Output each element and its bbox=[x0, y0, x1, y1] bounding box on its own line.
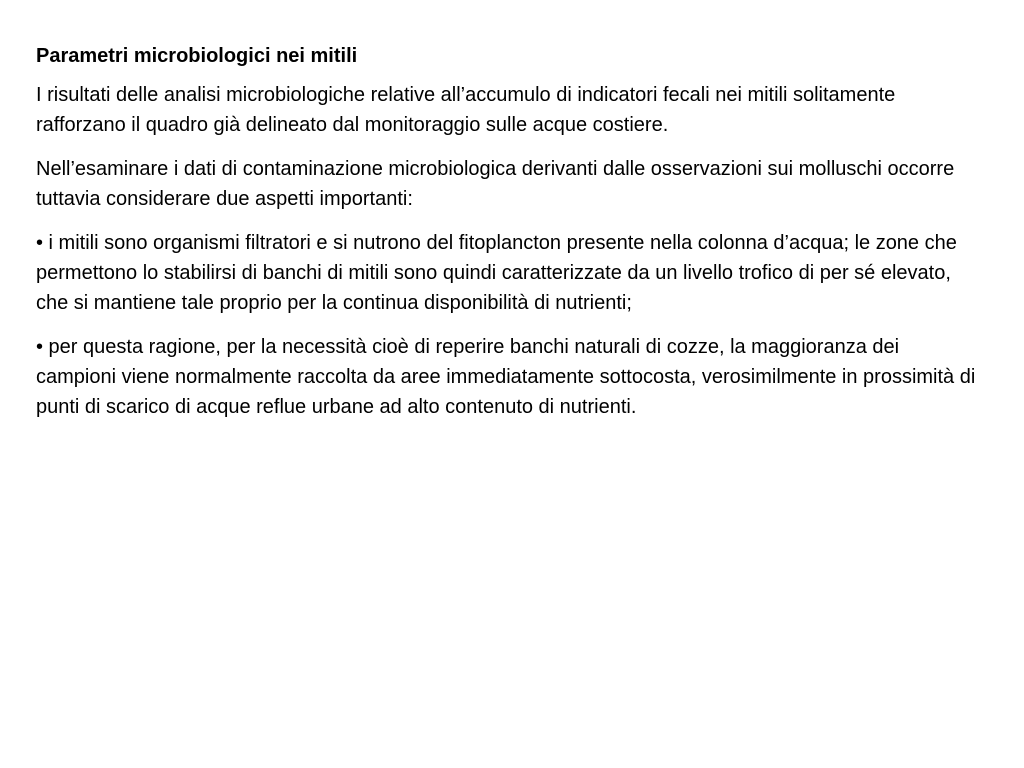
slide-title: Parametri microbiologici nei mitili bbox=[36, 45, 358, 67]
paragraph-considerations: Nell’esaminare i dati di contaminazione microbiologica derivanti dalle osservazioni sui molluschi occorre tuttavia considerare due aspetti importanti: bbox=[36, 158, 955, 210]
paragraph-intro: I risultati delle analisi microbiologiche relative all’accumulo di indicatori fecali nei mitili solitamente rafforzano il quadro già delineato dal monitoraggio sulle acque costiere. bbox=[36, 84, 896, 136]
bullet-filter-feeders: • i mitili sono organismi filtratori e si nutrono del fitoplancton presente nella colonna d’acqua; le zone che permettono lo stabilirsi di banchi di mitili sono quindi caratterizzate da un livello trofico di per sé elevato, che si mantiene tale proprio per la continua disponibilità di nutrienti; bbox=[36, 232, 957, 314]
bullet-sampling-areas: • per questa ragione, per la necessità cioè di reperire banchi naturali di cozze, la maggioranza dei campioni viene normalmente raccolta da aree immediatamente sottocosta, verosimilmente in prossimità di punti di scarico di acque reflue urbane ad alto contenuto di nutrienti. bbox=[36, 336, 976, 418]
